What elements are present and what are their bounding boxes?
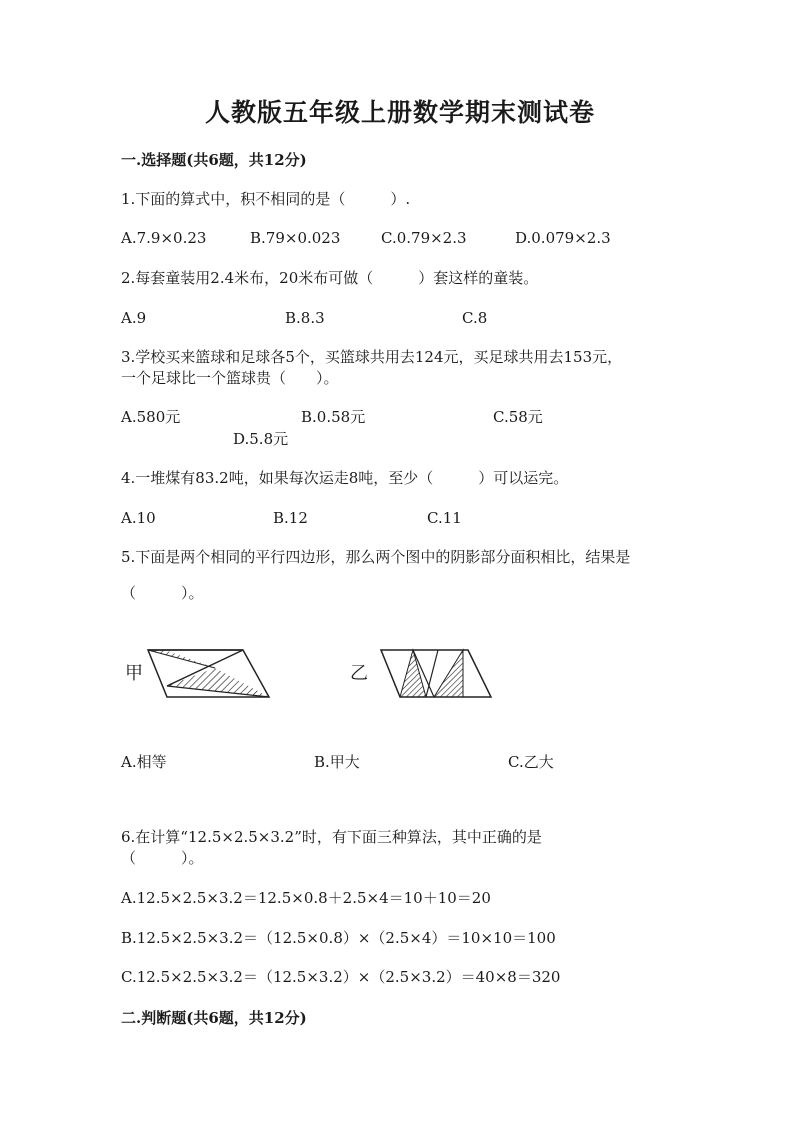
question-2-option-c: C.8 <box>462 309 488 327</box>
question-3-stem-line-2: 一个足球比一个篮球贵（ ）。 <box>121 369 339 387</box>
question-6-stem-line-1: 6.在计算“12.5×2.5×3.2”时，有下面三种算法，其中正确的是 <box>121 828 542 846</box>
question-6-option-b: B.12.5×2.5×3.2＝（12.5×0.8）×（2.5×4）＝10×10＝100 <box>121 929 556 947</box>
question-3-option-a: A.580元 <box>121 408 181 426</box>
section-heading-choice: 一.选择题(共6题，共12分) <box>121 151 307 169</box>
question-6-stem-line-2: （ ）。 <box>121 849 204 867</box>
section-heading-judgment: 二.判断题(共6题，共12分) <box>121 1009 307 1027</box>
question-3-option-b: B.0.58元 <box>301 408 366 426</box>
page-title: 人教版五年级上册数学期末测试卷 <box>204 98 595 127</box>
question-4-option-a: A.10 <box>121 509 156 527</box>
question-1-option-a: A.7.9×0.23 <box>121 229 207 247</box>
question-2-option-b: B.8.3 <box>285 309 325 327</box>
question-4-option-c: C.11 <box>427 509 462 527</box>
question-1-stem: 1.下面的算式中，积不相同的是（ ）. <box>121 190 411 208</box>
question-6-option-c: C.12.5×2.5×3.2＝（12.5×3.2）×（2.5×3.2）＝40×8＝320 <box>121 968 561 986</box>
parallelogram-figure-jia <box>145 640 280 705</box>
question-4-stem: 4.一堆煤有83.2吨，如果每次运走8吨，至少（ ）可以运完。 <box>121 469 569 487</box>
question-1-option-b: B.79×0.023 <box>250 229 341 247</box>
question-5-option-c: C.乙大 <box>508 753 554 771</box>
question-1-option-d: D.0.079×2.3 <box>515 229 611 247</box>
question-2-stem: 2.每套童装用2.4米布，20米布可做（ ）套这样的童装。 <box>121 269 539 287</box>
parallelogram-figure-yi <box>378 640 496 705</box>
figure-label-yi: 乙 <box>350 663 368 684</box>
question-3-option-d: D.5.8元 <box>233 430 289 448</box>
question-3-option-c: C.58元 <box>493 408 543 426</box>
question-3-stem-line-1: 3.学校买来篮球和足球各5个，买篮球共用去124元，买足球共用去153元， <box>121 348 623 366</box>
question-6-option-a: A.12.5×2.5×3.2＝12.5×0.8＋2.5×4＝10＋10＝20 <box>121 889 491 907</box>
question-5-option-b: B.甲大 <box>314 753 360 771</box>
figure-label-jia: 甲 <box>125 663 143 684</box>
question-5-stem-line-2: （ ）。 <box>121 584 204 602</box>
question-4-option-b: B.12 <box>273 509 308 527</box>
question-2-option-a: A.9 <box>121 309 147 327</box>
question-1-option-c: C.0.79×2.3 <box>381 229 467 247</box>
question-5-option-a: A.相等 <box>121 753 167 771</box>
question-5-stem-line-1: 5.下面是两个相同的平行四边形，那么两个图中的阴影部分面积相比，结果是 <box>121 548 631 566</box>
